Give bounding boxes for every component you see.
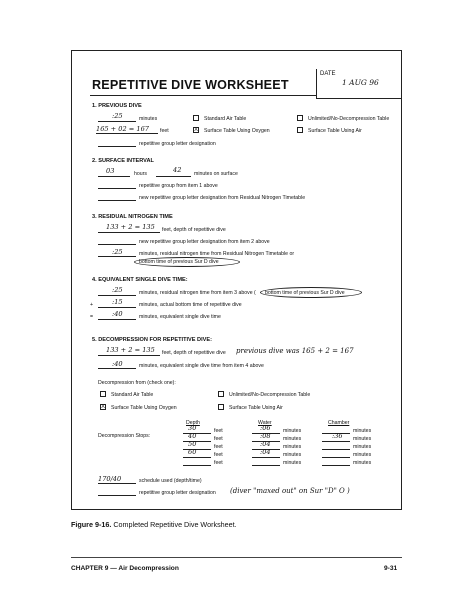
- s5-previous-dive-note: previous dive was 165 + 2 = 167: [236, 347, 354, 355]
- s5-decomp-from: Decompression from (check one):: [98, 380, 176, 386]
- s4-rnt-circled: bottom time of previous Sur D dive: [265, 290, 345, 296]
- stop-depth: 30: [188, 424, 197, 432]
- s1-feet-label: feet: [160, 128, 169, 134]
- date-box: [316, 69, 402, 99]
- stop-depth-line: [183, 457, 211, 458]
- figure-caption: [71, 520, 237, 529]
- s1-option-no-decompression: Unlimited/No-Decompression Table: [308, 116, 390, 122]
- s4-esdt-value: :40: [112, 310, 123, 318]
- s1-option-surface-air: Surface Table Using Air: [308, 128, 362, 134]
- s5-esdt-line: [98, 368, 136, 369]
- stop-feet-label: feet: [214, 460, 223, 466]
- title-underline: [90, 95, 316, 96]
- s5-checkbox-no-decompression[interactable]: [218, 391, 224, 397]
- footer-chapter: CHAPTER 9 — Air Decompression: [71, 565, 179, 572]
- decompression-stops-label: Decompression Stops:: [98, 433, 151, 439]
- s5-group-line: [98, 495, 136, 496]
- stop-chamber-minutes-label: minutes: [353, 460, 372, 466]
- section-2-heading: 2. SURFACE INTERVAL: [92, 158, 154, 164]
- s4-bt-line: [98, 307, 136, 308]
- s1-minutes-label: minutes: [139, 116, 158, 122]
- s1-group-line: [98, 146, 136, 147]
- s3-rnt-line: [98, 256, 136, 257]
- stop-chamber-line: [322, 441, 350, 442]
- s2-line3: [98, 200, 136, 201]
- stop-depth: 50: [188, 440, 197, 448]
- s4-bt-value: :15: [112, 298, 123, 306]
- s5-group-label: repetitive group letter designation: [139, 490, 216, 496]
- stop-water: :04: [260, 440, 271, 448]
- s5-schedule-label: schedule used (depth/time): [139, 478, 202, 484]
- s1-option-standard-air: Standard Air Table: [204, 116, 247, 122]
- s3-rnt-label2: bottom time of previous Sur D dive: [139, 259, 219, 265]
- s4-rnt-label: minutes, residual nitrogen time from item 3 above (: [139, 290, 256, 296]
- s4-rnt-value: :25: [112, 286, 123, 294]
- stop-water: :06: [260, 424, 271, 432]
- stop-water-minutes-label: minutes: [283, 444, 302, 450]
- stop-chamber-line: [322, 465, 350, 466]
- s3-line2: [98, 244, 136, 245]
- section-1-heading: 1. PREVIOUS DIVE: [92, 103, 142, 109]
- figure-number: Figure 9-16.: [71, 520, 112, 529]
- s5-esdt-value: :40: [112, 360, 123, 368]
- s2-min-label: minutes on surface: [194, 171, 238, 177]
- s4-equals-sign: =: [90, 314, 94, 320]
- stop-depth: 60: [188, 448, 197, 456]
- s1-minutes-line: [98, 121, 136, 122]
- stop-chamber-minutes-label: minutes: [353, 452, 372, 458]
- stop-depth-line: [183, 465, 211, 466]
- s4-plus-sign: +: [90, 302, 94, 308]
- s5-checkbox-surface-air[interactable]: [218, 404, 224, 410]
- s5-checkbox-standard-air[interactable]: [100, 391, 106, 397]
- s3-line2-label: new repetitive group letter designation from item 2 above: [139, 239, 270, 245]
- s5-option-surface-air: Surface Table Using Air: [229, 405, 283, 411]
- s2-line3-label: new repetitive group letter designation from Residual Nitrogen Timetable: [139, 195, 306, 201]
- s2-min-value: 42: [173, 166, 182, 174]
- stop-water-minutes-label: minutes: [283, 436, 302, 442]
- stop-water-minutes-label: minutes: [283, 460, 302, 466]
- worksheet-frame: [71, 50, 402, 510]
- s2-hours-value: 03: [106, 167, 115, 175]
- col-depth-header: Depth: [186, 420, 200, 426]
- stop-chamber-minutes-label: minutes: [353, 436, 372, 442]
- stop-feet-label: feet: [214, 428, 223, 434]
- stop-water-minutes-label: minutes: [283, 428, 302, 434]
- stop-chamber-line: [322, 449, 350, 450]
- footer-page-number: 9-31: [384, 565, 398, 572]
- stop-water-minutes-label: minutes: [283, 452, 302, 458]
- s1-group-label: repetitive group letter designation: [139, 141, 216, 147]
- s1-minutes-value: :25: [112, 112, 123, 120]
- s5-esdt-label: minutes, equivalent single dive time from item 4 above: [139, 363, 264, 369]
- s5-depth-line: [98, 355, 160, 356]
- s5-schedule-line: [98, 483, 136, 484]
- worksheet-title: REPETITIVE DIVE WORKSHEET: [92, 78, 289, 92]
- stop-feet-label: feet: [214, 436, 223, 442]
- date-value: 1 AUG 96: [342, 78, 379, 87]
- s2-line2-label: repetitive group from item 1 above: [139, 183, 218, 189]
- s1-option-surface-oxygen: Surface Table Using Oxygen: [204, 128, 270, 134]
- s2-line2: [98, 188, 136, 189]
- s2-min-line: [156, 176, 191, 177]
- s3-rnt-value: :25: [112, 248, 123, 256]
- s2-hours-label: hours: [134, 171, 147, 177]
- col-water-header: Water: [258, 420, 272, 426]
- stop-water-line: [252, 457, 280, 458]
- stop-water: :04: [260, 448, 271, 456]
- s5-depth-value: 133 + 2 = 135: [106, 346, 155, 354]
- s5-schedule-value: 170/40: [98, 475, 122, 483]
- footer-rule: [71, 557, 402, 558]
- s1-checkbox-no-decompression[interactable]: [297, 115, 303, 121]
- s4-rnt-line: [98, 295, 136, 296]
- s4-esdt-line: [98, 319, 136, 320]
- section-3-heading: 3. RESIDUAL NITROGEN TIME: [92, 214, 173, 220]
- section-4-heading: 4. EQUIVALENT SINGLE DIVE TIME:: [92, 277, 188, 283]
- stop-water-line: [252, 465, 280, 466]
- stop-depth: 40: [188, 432, 197, 440]
- s5-checkbox-surface-oxygen[interactable]: X: [101, 404, 105, 410]
- stop-chamber-minutes-label: minutes: [353, 444, 372, 450]
- s5-option-standard-air: Standard Air Table: [111, 392, 154, 398]
- s1-feet-line: [96, 133, 158, 134]
- figure-text: Completed Repetitive Dive Worksheet.: [113, 520, 237, 529]
- s5-depth-label: feet, depth of repetitive dive: [162, 350, 226, 356]
- s2-hours-line: [98, 176, 130, 177]
- s3-depth-line: [98, 232, 160, 233]
- s5-group-note: (diver "maxed out" on Sur "D" O ): [230, 487, 350, 495]
- stop-feet-label: feet: [214, 444, 223, 450]
- date-label: DATE: [320, 71, 336, 77]
- s3-depth-label: feet, depth of repetitive dive: [162, 227, 226, 233]
- s5-option-surface-oxygen: Surface Table Using Oxygen: [111, 405, 177, 411]
- section-5-heading: 5. DECOMPRESSION FOR REPETITIVE DIVE:: [92, 337, 212, 343]
- s4-bt-label: minutes, actual bottom time of repetitive dive: [139, 302, 242, 308]
- stop-chamber-line: [322, 457, 350, 458]
- s4-esdt-label: minutes, equivalent single dive time: [139, 314, 221, 320]
- s3-rnt-label: minutes, residual nitrogen time from Residual Nitrogen Timetable or: [139, 251, 295, 257]
- s1-checkbox-standard-air[interactable]: [193, 115, 199, 121]
- stop-feet-label: feet: [214, 452, 223, 458]
- col-chamber-header: Chamber: [328, 420, 350, 426]
- s3-depth-value: 133 + 2 = 135: [106, 223, 155, 231]
- s1-feet-value: 165 + 02 = 167: [96, 125, 149, 133]
- stop-water: :08: [260, 432, 271, 440]
- s5-option-no-decompression: Unlimited/No-Decompression Table: [229, 392, 311, 398]
- stop-chamber-minutes-label: minutes: [353, 428, 372, 434]
- s1-checkbox-surface-oxygen[interactable]: X: [194, 127, 198, 133]
- s1-checkbox-surface-air[interactable]: [297, 127, 303, 133]
- stop-chamber: :36: [332, 432, 343, 440]
